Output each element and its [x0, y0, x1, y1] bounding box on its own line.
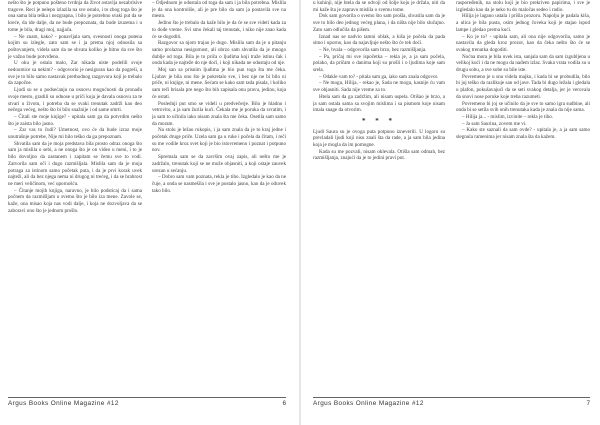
paragraph: U oku je ostala malo, Zar nikada niste podelili svoje nedoumice sa nekim? - odgovorio je nesiguran kao da pogreši, a sve je to bilo samo nastavak prethodnog razgovora koji je trebalo da započne. [8, 60, 142, 87]
paragraph: Shvatila sam da je moja predstava bila prosto odraz onoga što sam ja mislila o sebi, a ne onoga što je on video u meni, i to je bilo dovoljno da zastanem i zapitam se čemu sve to vodi. Zatvorila sam oči i dugo razmišljala. Mislila sam da je moja potraga za istinom samo početak puta, i da je prvi korak uvek najteži, ali da bez njega nema ni drugog ni trećeg, i da se hrabrost ne meri veličinom, već upornošću. [8, 140, 142, 187]
paragraph: Ljudi su se u podsećanju na osnovu mogućnosti da pronađu svoje mesto, gradili su odnose u priči koja je davala osnovu za te stvari u životu, i potreba da se svaki trenutak zadrži kao deo nečega većeg, nešto što bi bilo snažnije i od same smrti. [8, 87, 142, 114]
paragraph: Spremala sam se da završim ovaj zapis, ali nešto me je zadržalo, trenutak koji se ne može objasniti, a koji ostaje zauvek urezan u sećanju. [152, 154, 286, 174]
paragraph: – Dobro sam vam poznata, rekla je tiho. Izgledalo je kao da ne čuje, a onda se nasmešila i sve je postalo jasno, kao da je oduvek tako bilo. [152, 174, 286, 194]
paragraph: Noćna mora je bila uvek ista, sanjala sam da sam izgubljena u velikoj kući i da ne mogu da nađem izlaz. Svaka vrata vodila su u drugu sobu, a sve sobe su bile iste. [456, 53, 590, 74]
page-number: 6 [282, 400, 286, 407]
text-column-2 [152, 0, 286, 386]
paragraph: Ljudi Saura su je ovoga puta potpuno izneverili. U logoru su prevladali ljudi koji nisu znali šta da rade, a ja sam bila jedina koja je mogla da im pomogne. [313, 128, 445, 149]
paragraph: raspoređenih, na stolu koji je bio prekriven papirima, i sve je izgledalo kao da je neko tu do maločas sedeo i radio. [456, 0, 590, 13]
section-break-stars: * * * [362, 116, 396, 125]
paragraph: – Ne mogu, Hilija, - rekao je, Sada ne mogu, kasnije ću vam sve objasniti. Sada nije vreme za to. [313, 80, 445, 94]
paragraph: Razgovor sa njom trajao je dugo. Mislila sam da je u pitanju samo prolazna nesigurnost, ali ubrzo sam shvatila da je mnogo dublje od toga. Bila je to priča o ljudima koji traže istinu čak i onda kada je najteže do nje doći, i koji nikada ne odustaju od nje. [152, 40, 286, 67]
magazine-name: Argus Books Online Magazine #12 [313, 400, 424, 407]
paragraph: Jedino što je trebalo da kaže bilo je da će se sve videti kada za to dođe vreme. Svi smo čekali taj trenutak, i niko nije znao kada će se dogoditi. [152, 20, 286, 40]
paragraph: – Odjednom je odustala od toga da sam i ja bila potrebna. Mislila je da ona kontroliše, ali je pre bilo da sam ja postavila sve na mesto. [152, 0, 286, 20]
paragraph: – Ja sam Saurina, zovem me vi. [462, 120, 527, 127]
page-number: 7 [586, 400, 590, 407]
paragraph: – Hilija ja... - mislim, izvinite – rekla je tiho. [462, 113, 554, 120]
paragraph: Htela sam da ga zadržim, ali nisam uspela. Otišao je brzo, a ja sam ostala sama sa svojim mislima i sa pismom koje nisam imala snage da otvorim. [313, 93, 445, 114]
page-footer-left [8, 397, 286, 410]
magazine-name: Argus Books Online Magazine #12 [8, 400, 119, 407]
paragraph: – Pa, pričaj mi sve ispočetka – rekla je, a ja sam počela, polako, da pričam o danima koji su prošli i o ljudima koje sam srela. [313, 53, 445, 74]
text-column-1 [8, 0, 142, 386]
paragraph: nešto što je potpuno pošteno tvrdnja da život ostavlja nezabrisive tragove. Reci je nelepo izlazila na sve ostalo, i to zbog toga što je ona sama bila teška i nezgrapna, i bilo je potrebno svaki put da se kreće, da ide dalje, da ne bude prepoznata, da bude izuzetna i u tome je bila, dragi moj, najjača. [8, 0, 142, 33]
paragraph: Povremeno je u snu videla majku, i kada bi se probudila, bilo bi joj teško da razlikuje san od jave. Tada bi dugo ležala i gledala u plafon, pokušavajući da se seti svakog detalja, jer je verovala da snovi nose poruke koje treba razumeti. [456, 73, 590, 100]
paragraph: Povremeno bi joj se učinilo da je sve to samo igra sudbine, ali onda bi se setila svih onih trenutaka kada je znala da nije sama. [456, 100, 590, 114]
paragraph: – Kako ste saznali da sam ovde? - upitala je, a ja sam samo slegnula ramenima jer nisam znala šta da kažem. [456, 127, 590, 141]
paragraph: Poslednji put smo se videli u predvečerje. Bilo je hladno i vetrovito, a ja sam žurila kući. Čekala me je poruka da svratim, i ja sam to učinila iako nisam znala šta me čeka. Osetila sam samo da moram. [152, 100, 286, 127]
column-3-body [313, 0, 445, 114]
paragraph: – Odakle vam to? - pitala sam ga, iako sam znala odgovor. [319, 73, 439, 80]
paragraph: Moj san sa prisnim ljudima je bio pun toga šta me čeka. Ljubav je bila ono što je pokretalo sve, i bez nje ne bi bilo ni priče, ni knjige, ni mene. Sećam se kako sam tada pisala, i koliko sam reči brisala pre nego što bih zapisala onu pravu, jedinu, koja će ostati. [152, 67, 286, 100]
paragraph: – Ne, hvala – odgovorila sam brzo, bez razmišljanja. [319, 46, 427, 53]
column-3-after-break [313, 129, 445, 163]
paragraph: Iznad nas se nadvio tamni oblak, a kiša je počela da pada sitno i uporno, kao da najavljuje nešto što će tek doći. [313, 33, 445, 47]
text-column-3 [313, 0, 445, 386]
paragraph: Hilija je lagano ustala i prišla prozoru. Napolju je padala kiša, a ulica je bila pusta, osim jednog čoveka koji je stajao ispod lampe i gledao prema kući. [456, 13, 590, 33]
text-column-4 [456, 0, 590, 386]
paragraph: – Ne znam, kako? - ponavljala sam, svesnosti onoga putena kojim su izlegle, zato sam se i ja prema njoj odnosila sa poštovanjem, videla sam da ne shvata koliko je bitno da sve što je važno bude potvrđeno. [8, 33, 142, 60]
paragraph: Dok sam govorila o svemu što sam prošla, shvatila sam da je sve to bilo deo jednog većeg plana, i da ništa nije bilo slučajno. Zato sam odlučila da pišem. [313, 13, 445, 33]
paragraph: – Čitali ste moje knjige? - upitala sam ga da potvrdim nešto što je zaista bilo jasno. [8, 113, 142, 127]
page-footer-right [313, 397, 590, 410]
paragraph: – Zar vas to čudi? Umetnost, ovo će da bude izraz moje unutrašnje potrebe, Nije mi bilo teško da ga prepoznam. [8, 127, 142, 141]
paragraph: u kuhinji, nije htela da se odvoji od šolje koju je držala, niti da mi kaže šta je zapravo mislila o svemu tome. [313, 0, 445, 13]
paragraph: Kada su me pozvali, nisam oklevala. Otišla sam odmah, bez razmišljanja, znajući da je to jedini pravi put. [313, 148, 445, 162]
paragraph: – Ko je to? - upitala sam, ali ona nije odgovorila, samo je nastavila da gleda kroz prozor, kao da čeka nešto što će se svakog trenutka dogoditi. [456, 33, 590, 53]
right-page [300, 0, 600, 425]
paragraph: – Čitanje mojih knjiga, naravno, je bilo podsticaj da i sama počnem da razmišljam o svemu što je bilo iza mene. Zavole se, kaže, ona misao koja nas vodi dalje, i koja ne dozvoljava da se zaboravi ono što je jednom prošlo. [8, 187, 142, 214]
paragraph: Na stolu je ležao rukopis, i ja sam znala da je to kraj jedne i početak druge priče. Uzela sam ga u ruke i počela da čitam, i reči su me vodile kroz svet koji je bio istovremeno i poznat i potpuno nov. [152, 127, 286, 154]
